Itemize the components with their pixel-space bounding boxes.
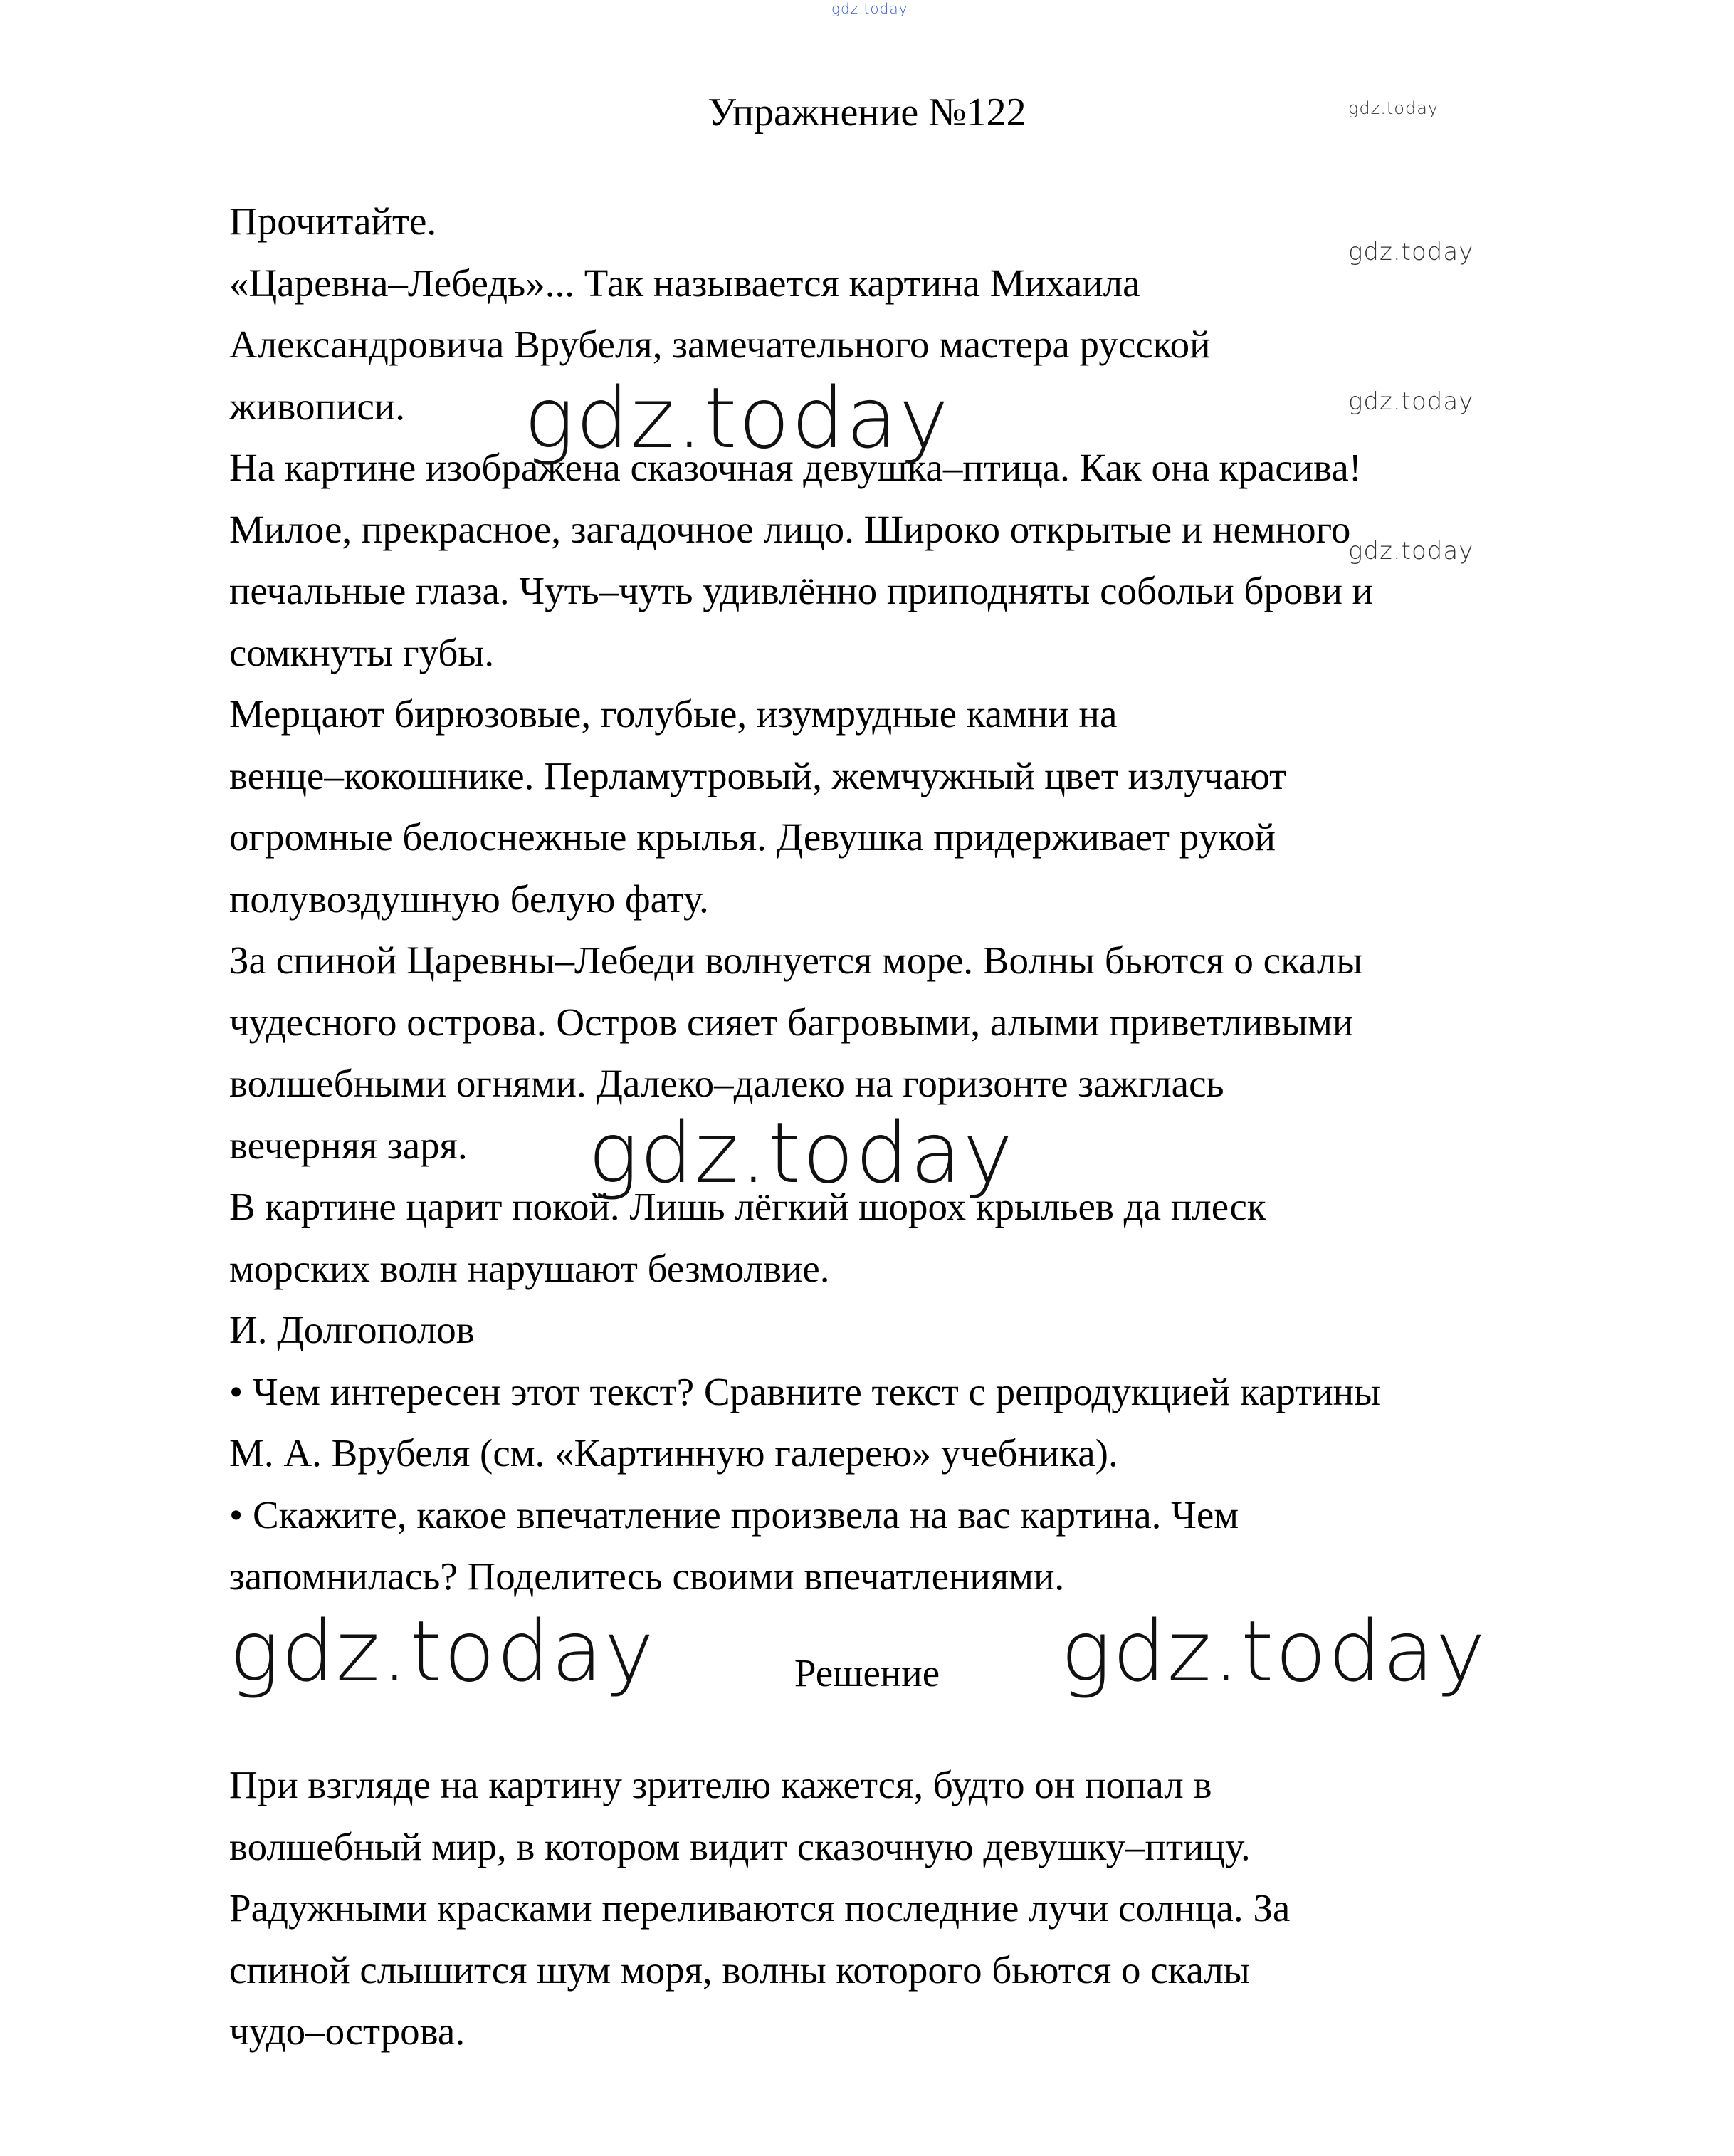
text-line: печальные глаза. Чуть–чуть удивлённо приподняты собольи брови и: [229, 569, 1374, 612]
watermark-large: gdz.today: [229, 1602, 656, 1700]
question-line: запомнилась? Поделитесь своими впечатлениями.: [229, 1554, 1065, 1598]
text-line: чудесного острова. Остров сияет багровыми, алыми приветливыми: [229, 1000, 1354, 1044]
text-line: полувоздушную белую фату.: [229, 876, 709, 921]
text-line: вечерняя заря.: [229, 1123, 468, 1167]
solution-line: чудо–острова.: [229, 2009, 466, 2053]
author-line: И. Долгополов: [229, 1308, 475, 1351]
question-line: М. А. Врубеля (см. «Картинную галерею» учебника).: [229, 1431, 1118, 1475]
watermark-large: gdz.today: [524, 369, 950, 467]
text-line: морских волн нарушают безмолвие.: [229, 1246, 830, 1290]
question-line: • Скажите, какое впечатление произвела на вас картина. Чем: [229, 1492, 1239, 1537]
watermark-top: gdz.today: [831, 0, 908, 17]
watermark-small: gdz.today: [1348, 238, 1474, 266]
watermark-small: gdz.today: [1348, 387, 1474, 416]
text-line: живописи.: [229, 384, 405, 428]
solution-line: Радужными красками переливаются последние лучи солнца. За: [229, 1886, 1291, 1930]
text-line: Милое, прекрасное, загадочное лицо. Широко открытые и немного: [229, 507, 1351, 551]
solution-heading: Решение: [794, 1651, 940, 1695]
solution-line: При взгляде на картину зрителю кажется, будто он попал в: [229, 1763, 1212, 1806]
text-line: За спиной Царевны–Лебеди волнуется море. Волны бьются о скалы: [229, 938, 1363, 982]
watermark-small: gdz.today: [1348, 98, 1439, 118]
text-line: волшебными огнями. Далеко–далеко на горизонте зажглась: [229, 1062, 1224, 1105]
text-line: Александровича Врубеля, замечательного мастера русской: [229, 323, 1211, 366]
watermark-large: gdz.today: [1061, 1602, 1487, 1700]
text-line: Мерцают бирюзовые, голубые, изумрудные камни на: [229, 692, 1118, 736]
text-line: венце–кокошнике. Перламутровый, жемчужный цвет излучают: [229, 753, 1287, 797]
exercise-title: Упражнение №122: [708, 90, 1026, 135]
text-line: огромные белоснежные крылья. Девушка придерживает рукой: [229, 815, 1276, 859]
question-line: • Чем интересен этот текст? Сравните текст с репродукцией картины: [229, 1369, 1381, 1413]
watermark-small: gdz.today: [1348, 537, 1474, 565]
text-line: «Царевна–Лебедь»... Так называется картина Михаила: [229, 261, 1140, 305]
text-line: Прочитайте.: [229, 199, 437, 243]
solution-text: [229, 1754, 1539, 2063]
watermark-large: gdz.today: [588, 1104, 1014, 1202]
text-line: На картине изображена сказочная девушка–птица. Как она красива!: [229, 446, 1362, 489]
text-line: сомкнуты губы.: [229, 630, 495, 674]
solution-line: волшебный мир, в котором видит сказочную девушку–птицу.: [229, 1824, 1251, 1868]
text-line: В картине царит покой. Лишь лёгкий шорох крыльев да плеск: [229, 1185, 1266, 1228]
solution-line: спиной слышится шум моря, волны которого бьются о скалы: [229, 1947, 1250, 1992]
